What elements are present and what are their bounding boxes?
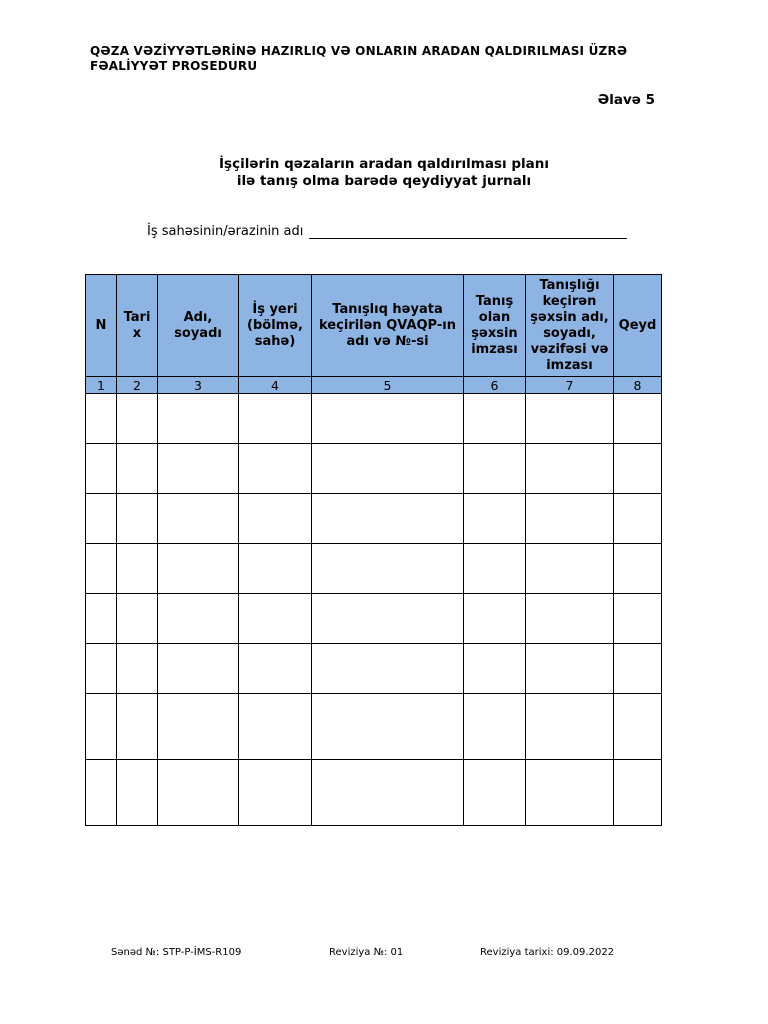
table-cell[interactable]: [239, 694, 312, 760]
table-cell[interactable]: [86, 594, 117, 644]
area-name-label: İş sahəsinin/ərazinin adı: [147, 224, 304, 239]
column-number: 3: [158, 377, 239, 394]
table-row: [86, 760, 662, 826]
table-cell[interactable]: [312, 594, 464, 644]
table-cell[interactable]: [117, 760, 158, 826]
table-cell[interactable]: [526, 644, 614, 694]
table-cell[interactable]: [464, 394, 526, 444]
table-cell[interactable]: [614, 394, 662, 444]
table-cell[interactable]: [312, 394, 464, 444]
table-row: [86, 444, 662, 494]
column-number: 2: [117, 377, 158, 394]
column-number: 7: [526, 377, 614, 394]
table-cell[interactable]: [614, 760, 662, 826]
table-cell[interactable]: [117, 644, 158, 694]
table-cell[interactable]: [312, 444, 464, 494]
table-cell[interactable]: [86, 644, 117, 694]
table-cell[interactable]: [86, 760, 117, 826]
table-row: [86, 544, 662, 594]
table-cell[interactable]: [86, 694, 117, 760]
table-cell[interactable]: [158, 694, 239, 760]
table-cell[interactable]: [464, 644, 526, 694]
footer-document-number: Sənəd №: STP-P-İMS-R109: [111, 947, 242, 958]
table-row: [86, 494, 662, 544]
column-header: Qeyd: [614, 275, 662, 377]
table-cell[interactable]: [158, 760, 239, 826]
column-header: Tari x: [117, 275, 158, 377]
table-cell[interactable]: [158, 444, 239, 494]
column-number: 4: [239, 377, 312, 394]
footer-revision-number: Reviziya №: 01: [329, 947, 404, 958]
column-number: 8: [614, 377, 662, 394]
column-header: İş yeri (bölmə, sahə): [239, 275, 312, 377]
column-number: 1: [86, 377, 117, 394]
table-cell[interactable]: [526, 544, 614, 594]
table-cell[interactable]: [158, 544, 239, 594]
registration-journal-table: [85, 274, 662, 826]
table-cell[interactable]: [158, 644, 239, 694]
column-header: N: [86, 275, 117, 377]
column-number-row: [86, 377, 662, 394]
document-header-title: QƏZA VƏZİYYƏTLƏRİNƏ HAZIRLIQ VƏ ONLARIN ARADAN QALDIRILMASI ÜZRƏ FƏALİYYƏT PROSEDURU: [90, 44, 628, 73]
table-cell[interactable]: [464, 760, 526, 826]
area-name-blank-line: [309, 224, 627, 239]
table-cell[interactable]: [464, 444, 526, 494]
document-title-line-1: İşçilərin qəzaların aradan qaldırılması planı: [219, 156, 549, 172]
document-title-line-2: ilə tanış olma barədə qeydiyyat jurnalı: [236, 173, 532, 189]
table-cell[interactable]: [464, 544, 526, 594]
table-cell[interactable]: [86, 444, 117, 494]
area-name-field: [147, 224, 627, 239]
table-cell[interactable]: [614, 444, 662, 494]
table-cell[interactable]: [117, 394, 158, 444]
table-cell[interactable]: [614, 594, 662, 644]
table-cell[interactable]: [312, 544, 464, 594]
table-cell[interactable]: [312, 644, 464, 694]
table-cell[interactable]: [312, 760, 464, 826]
table-cell[interactable]: [117, 694, 158, 760]
table-cell[interactable]: [239, 594, 312, 644]
table-cell[interactable]: [312, 494, 464, 544]
table-cell[interactable]: [117, 494, 158, 544]
column-number: 6: [464, 377, 526, 394]
table-cell[interactable]: [614, 694, 662, 760]
table-cell[interactable]: [464, 594, 526, 644]
table-cell[interactable]: [614, 644, 662, 694]
table-row: [86, 694, 662, 760]
table-cell[interactable]: [158, 594, 239, 644]
column-number: 5: [312, 377, 464, 394]
table-cell[interactable]: [464, 694, 526, 760]
table-row: [86, 394, 662, 444]
table-cell[interactable]: [526, 760, 614, 826]
column-header: Tanış olan şəxsin imzası: [464, 275, 526, 377]
table-cell[interactable]: [239, 494, 312, 544]
column-header: Tanışlıq həyata keçirilən QVAQP-ın adı və №-si: [312, 275, 464, 377]
appendix-label: Əlavə 5: [597, 92, 655, 108]
table-cell[interactable]: [526, 594, 614, 644]
table-cell[interactable]: [117, 544, 158, 594]
table-cell[interactable]: [239, 394, 312, 444]
column-header: Tanışlığı keçirən şəxsin adı, soyadı, vəzifəsi və imzası: [526, 275, 614, 377]
table-cell[interactable]: [239, 760, 312, 826]
table-cell[interactable]: [614, 494, 662, 544]
table-cell[interactable]: [86, 394, 117, 444]
table-cell[interactable]: [158, 494, 239, 544]
column-header: Adı, soyadı: [158, 275, 239, 377]
table-cell[interactable]: [86, 494, 117, 544]
table-cell[interactable]: [86, 544, 117, 594]
document-title: [0, 156, 768, 190]
table-cell[interactable]: [239, 644, 312, 694]
table-row: [86, 594, 662, 644]
table-header-row: [86, 275, 662, 377]
table-row: [86, 644, 662, 694]
table-cell[interactable]: [158, 394, 239, 444]
table-cell[interactable]: [117, 444, 158, 494]
table-cell[interactable]: [526, 444, 614, 494]
table-cell[interactable]: [526, 694, 614, 760]
table-cell[interactable]: [312, 694, 464, 760]
table-cell[interactable]: [526, 494, 614, 544]
table-cell[interactable]: [614, 544, 662, 594]
footer-revision-date: Reviziya tarixi: 09.09.2022: [480, 947, 615, 958]
table-cell[interactable]: [526, 394, 614, 444]
table-cell[interactable]: [464, 494, 526, 544]
table-cell[interactable]: [239, 444, 312, 494]
table-cell[interactable]: [239, 544, 312, 594]
table-cell[interactable]: [117, 594, 158, 644]
